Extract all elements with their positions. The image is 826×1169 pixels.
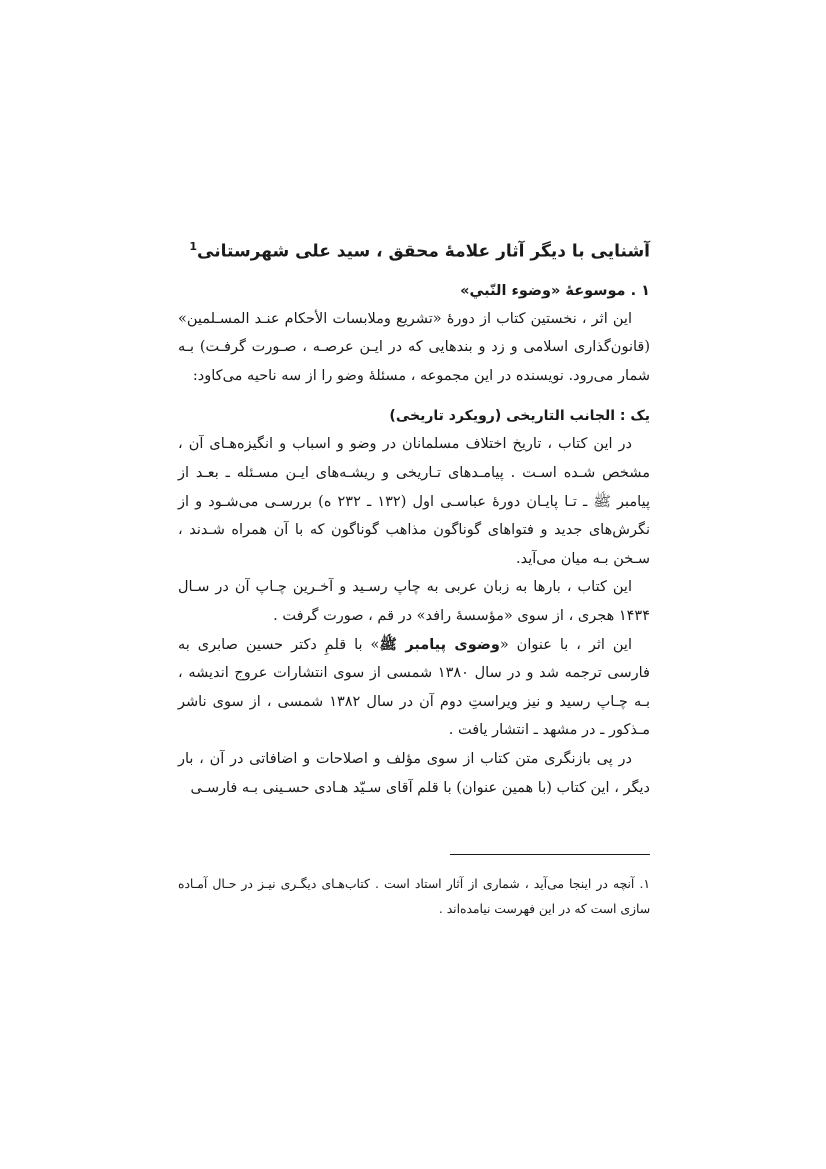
para3-before: این اثر ، با عنوان « (499, 636, 632, 653)
footnote-marker: 1 (189, 240, 198, 253)
body-paragraph-4: در پی بازنگری متن کتاب از سوی مؤلف و اصلاحات و اضافاتی در آن ، بار دیگر ، این کتاب (با همین عنوان) با قلم آقای سـیّد هـادی حسـینی بـه فارسـی (178, 750, 650, 796)
intro-paragraph: این اثر ، نخستین کتاب از دورهٔ «تشریع وملابسات الأحکام عنـد المسـلمین» (قانون‌گذاری اسلامی و زد و بندهایی که در ایـن عرصـه ، صـورت گرفـت) بـه شمار می‌رود. نویسنده در این مجموعه ، مسئلهٔ وضو را از سه ناحیه می‌کاود: (178, 310, 650, 384)
footnote-divider (450, 854, 650, 855)
page-title (178, 232, 650, 267)
book-title-bold: وضوی پیامبر ﷺ (379, 636, 500, 653)
footnote: ۱. آنچه در اینجا می‌آید ، شماری از آثار استاد است . کتاب‌هـای دیگـری نیـز در حـال آمـاده سازی است که در این فهرست نیامده‌اند . (178, 877, 650, 916)
para3-after: » با قلمِ دکتر حسین صابری به فارسی ترجمه شد و در سال ۱۳۸۰ شمسی از سوی انتشارات عروج اندیشه ، بـه چـاپ رسید و نیز ویراستِ دوم آن در سال ۱۳۸۲ شمسی ، از سوی ناشر مـذکور ـ در مشهد ـ انتشار یافت . (178, 636, 650, 739)
body-paragraph-2: این کتاب ، بارها به زبان عربی به چاپ رسـید و آخـرین چـاپ آن در سـال ۱۴۳۴ هجری ، از سوی «مؤسسهٔ رافد» در قم ، صورت گرفت . (178, 579, 650, 624)
body-paragraph-1: در این کتاب ، تاریخ اختلاف مسلمانان در وضو و اسباب و انگیزه‌هـای آن ، مشخص شـده اسـت . پیامـدهای تـاریخی و ریشـه‌های ایـن مسـئله ـ بعـد از پیامبر ﷺ ـ تـا پایـان دورهٔ عباسـی اول (۱۳۲ ـ ۲۳۲ ه) بررسـی می‌شـود و از نگرش‌های جدید و فتواهای گوناگون مذاهب گوناگون که با آن همراه شـدند ، سـخن بـه میان می‌آید. (178, 436, 650, 567)
page-body (178, 232, 650, 802)
page-title-text: آشنایی با دیگر آثار علامهٔ محقق ، سید علی شهرستانی (197, 241, 650, 262)
section-heading: ۱ . موسوعهٔ «وضوء النّبي» (460, 282, 650, 299)
subsection-heading: یک : الجانب التاریخی (رویکرد تاریخی) (389, 408, 650, 425)
body-paragraph-3 (178, 631, 650, 745)
